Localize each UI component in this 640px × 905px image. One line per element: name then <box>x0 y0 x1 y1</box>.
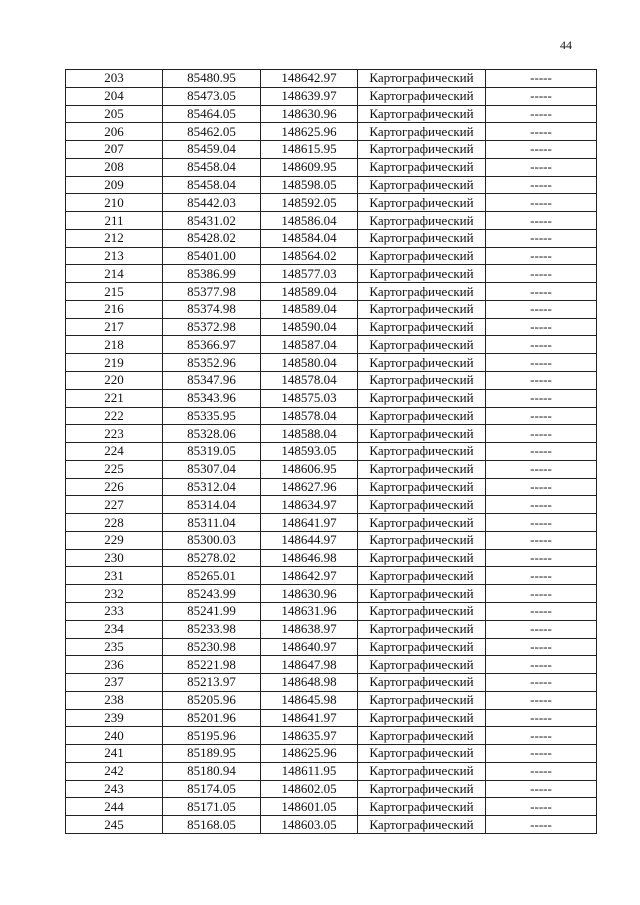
y-coordinate-cell: 148640.97 <box>261 638 358 656</box>
y-coordinate-cell: 148590.04 <box>261 318 358 336</box>
method-cell: Картографический <box>358 656 486 674</box>
method-cell: Картографический <box>358 300 486 318</box>
method-cell: Картографический <box>358 727 486 745</box>
x-coordinate-cell: 85473.05 <box>163 87 261 105</box>
point-number-cell: 241 <box>66 745 163 763</box>
table-row <box>66 87 597 105</box>
table-row <box>66 283 597 301</box>
method-cell: Картографический <box>358 105 486 123</box>
y-coordinate-cell: 148577.03 <box>261 265 358 283</box>
table-row <box>66 372 597 390</box>
method-cell: Картографический <box>358 798 486 816</box>
x-coordinate-cell: 85241.99 <box>163 602 261 620</box>
x-coordinate-cell: 85401.00 <box>163 247 261 265</box>
x-coordinate-cell: 85243.99 <box>163 585 261 603</box>
x-coordinate-cell: 85377.98 <box>163 283 261 301</box>
accuracy-cell: ----- <box>486 425 597 443</box>
point-number-cell: 211 <box>66 212 163 230</box>
x-coordinate-cell: 85428.02 <box>163 229 261 247</box>
method-cell: Картографический <box>358 762 486 780</box>
y-coordinate-cell: 148645.98 <box>261 691 358 709</box>
accuracy-cell: ----- <box>486 602 597 620</box>
table-row <box>66 638 597 656</box>
y-coordinate-cell: 148589.04 <box>261 283 358 301</box>
x-coordinate-cell: 85300.03 <box>163 531 261 549</box>
accuracy-cell: ----- <box>486 638 597 656</box>
accuracy-cell: ----- <box>486 318 597 336</box>
point-number-cell: 217 <box>66 318 163 336</box>
point-number-cell: 233 <box>66 602 163 620</box>
method-cell: Картографический <box>358 816 486 834</box>
accuracy-cell: ----- <box>486 780 597 798</box>
accuracy-cell: ----- <box>486 531 597 549</box>
accuracy-cell: ----- <box>486 460 597 478</box>
method-cell: Картографический <box>358 478 486 496</box>
accuracy-cell: ----- <box>486 745 597 763</box>
coordinates-table <box>65 69 597 834</box>
point-number-cell: 228 <box>66 514 163 532</box>
y-coordinate-cell: 148606.95 <box>261 460 358 478</box>
method-cell: Картографический <box>358 229 486 247</box>
method-cell: Картографический <box>358 318 486 336</box>
x-coordinate-cell: 85372.98 <box>163 318 261 336</box>
method-cell: Картографический <box>358 709 486 727</box>
y-coordinate-cell: 148584.04 <box>261 229 358 247</box>
accuracy-cell: ----- <box>486 194 597 212</box>
accuracy-cell: ----- <box>486 87 597 105</box>
accuracy-cell: ----- <box>486 407 597 425</box>
x-coordinate-cell: 85312.04 <box>163 478 261 496</box>
x-coordinate-cell: 85189.95 <box>163 745 261 763</box>
y-coordinate-cell: 148638.97 <box>261 620 358 638</box>
point-number-cell: 236 <box>66 656 163 674</box>
table-row <box>66 229 597 247</box>
point-number-cell: 243 <box>66 780 163 798</box>
point-number-cell: 239 <box>66 709 163 727</box>
y-coordinate-cell: 148644.97 <box>261 531 358 549</box>
method-cell: Картографический <box>358 496 486 514</box>
method-cell: Картографический <box>358 567 486 585</box>
table-row <box>66 585 597 603</box>
method-cell: Картографический <box>358 407 486 425</box>
method-cell: Картографический <box>358 247 486 265</box>
table-row <box>66 780 597 798</box>
method-cell: Картографический <box>358 283 486 301</box>
table-row <box>66 709 597 727</box>
table-row <box>66 141 597 159</box>
accuracy-cell: ----- <box>486 336 597 354</box>
accuracy-cell: ----- <box>486 691 597 709</box>
method-cell: Картографический <box>358 620 486 638</box>
y-coordinate-cell: 148578.04 <box>261 407 358 425</box>
accuracy-cell: ----- <box>486 674 597 692</box>
method-cell: Картографический <box>358 87 486 105</box>
point-number-cell: 244 <box>66 798 163 816</box>
table-row <box>66 70 597 88</box>
x-coordinate-cell: 85233.98 <box>163 620 261 638</box>
table-row <box>66 460 597 478</box>
x-coordinate-cell: 85462.05 <box>163 123 261 141</box>
y-coordinate-cell: 148586.04 <box>261 212 358 230</box>
x-coordinate-cell: 85221.98 <box>163 656 261 674</box>
y-coordinate-cell: 148642.97 <box>261 567 358 585</box>
y-coordinate-cell: 148641.97 <box>261 709 358 727</box>
method-cell: Картографический <box>358 354 486 372</box>
method-cell: Картографический <box>358 389 486 407</box>
method-cell: Картографический <box>358 212 486 230</box>
y-coordinate-cell: 148634.97 <box>261 496 358 514</box>
accuracy-cell: ----- <box>486 372 597 390</box>
accuracy-cell: ----- <box>486 123 597 141</box>
method-cell: Картографический <box>358 460 486 478</box>
point-number-cell: 214 <box>66 265 163 283</box>
x-coordinate-cell: 85201.96 <box>163 709 261 727</box>
x-coordinate-cell: 85459.04 <box>163 141 261 159</box>
accuracy-cell: ----- <box>486 762 597 780</box>
point-number-cell: 218 <box>66 336 163 354</box>
table-row <box>66 212 597 230</box>
table-row <box>66 478 597 496</box>
point-number-cell: 220 <box>66 372 163 390</box>
point-number-cell: 203 <box>66 70 163 88</box>
accuracy-cell: ----- <box>486 496 597 514</box>
point-number-cell: 216 <box>66 300 163 318</box>
accuracy-cell: ----- <box>486 105 597 123</box>
accuracy-cell: ----- <box>486 247 597 265</box>
method-cell: Картографический <box>358 336 486 354</box>
x-coordinate-cell: 85319.05 <box>163 443 261 461</box>
point-number-cell: 206 <box>66 123 163 141</box>
table-row <box>66 318 597 336</box>
method-cell: Картографический <box>358 265 486 283</box>
y-coordinate-cell: 148635.97 <box>261 727 358 745</box>
y-coordinate-cell: 148625.96 <box>261 745 358 763</box>
y-coordinate-cell: 148564.02 <box>261 247 358 265</box>
x-coordinate-cell: 85278.02 <box>163 549 261 567</box>
y-coordinate-cell: 148641.97 <box>261 514 358 532</box>
point-number-cell: 208 <box>66 158 163 176</box>
accuracy-cell: ----- <box>486 567 597 585</box>
point-number-cell: 235 <box>66 638 163 656</box>
point-number-cell: 207 <box>66 141 163 159</box>
table-row <box>66 389 597 407</box>
accuracy-cell: ----- <box>486 283 597 301</box>
accuracy-cell: ----- <box>486 656 597 674</box>
x-coordinate-cell: 85168.05 <box>163 816 261 834</box>
table-row <box>66 265 597 283</box>
table-row <box>66 496 597 514</box>
method-cell: Картографический <box>358 141 486 159</box>
coordinates-table-body <box>66 70 597 834</box>
accuracy-cell: ----- <box>486 585 597 603</box>
x-coordinate-cell: 85180.94 <box>163 762 261 780</box>
page-number: 44 <box>560 38 572 52</box>
accuracy-cell: ----- <box>486 709 597 727</box>
method-cell: Картографический <box>358 780 486 798</box>
point-number-cell: 221 <box>66 389 163 407</box>
y-coordinate-cell: 148615.95 <box>261 141 358 159</box>
point-number-cell: 227 <box>66 496 163 514</box>
point-number-cell: 234 <box>66 620 163 638</box>
accuracy-cell: ----- <box>486 389 597 407</box>
table-row <box>66 443 597 461</box>
method-cell: Картографический <box>358 691 486 709</box>
point-number-cell: 204 <box>66 87 163 105</box>
y-coordinate-cell: 148603.05 <box>261 816 358 834</box>
x-coordinate-cell: 85480.95 <box>163 70 261 88</box>
point-number-cell: 226 <box>66 478 163 496</box>
accuracy-cell: ----- <box>486 158 597 176</box>
method-cell: Картографический <box>358 158 486 176</box>
method-cell: Картографический <box>358 531 486 549</box>
y-coordinate-cell: 148642.97 <box>261 70 358 88</box>
point-number-cell: 238 <box>66 691 163 709</box>
accuracy-cell: ----- <box>486 798 597 816</box>
point-number-cell: 223 <box>66 425 163 443</box>
table-row <box>66 567 597 585</box>
y-coordinate-cell: 148589.04 <box>261 300 358 318</box>
x-coordinate-cell: 85431.02 <box>163 212 261 230</box>
x-coordinate-cell: 85458.04 <box>163 176 261 194</box>
table-row <box>66 620 597 638</box>
table-row <box>66 602 597 620</box>
table-row <box>66 531 597 549</box>
table-row <box>66 762 597 780</box>
accuracy-cell: ----- <box>486 620 597 638</box>
y-coordinate-cell: 148647.98 <box>261 656 358 674</box>
table-row <box>66 176 597 194</box>
x-coordinate-cell: 85213.97 <box>163 674 261 692</box>
table-row <box>66 656 597 674</box>
table-row <box>66 549 597 567</box>
point-number-cell: 210 <box>66 194 163 212</box>
table-row <box>66 158 597 176</box>
y-coordinate-cell: 148592.05 <box>261 194 358 212</box>
x-coordinate-cell: 85347.96 <box>163 372 261 390</box>
x-coordinate-cell: 85171.05 <box>163 798 261 816</box>
accuracy-cell: ----- <box>486 549 597 567</box>
y-coordinate-cell: 148601.05 <box>261 798 358 816</box>
x-coordinate-cell: 85464.05 <box>163 105 261 123</box>
table-row <box>66 354 597 372</box>
method-cell: Картографический <box>358 745 486 763</box>
y-coordinate-cell: 148611.95 <box>261 762 358 780</box>
y-coordinate-cell: 148630.96 <box>261 105 358 123</box>
x-coordinate-cell: 85314.04 <box>163 496 261 514</box>
point-number-cell: 229 <box>66 531 163 549</box>
x-coordinate-cell: 85343.96 <box>163 389 261 407</box>
table-row <box>66 674 597 692</box>
method-cell: Картографический <box>358 123 486 141</box>
y-coordinate-cell: 148648.98 <box>261 674 358 692</box>
y-coordinate-cell: 148587.04 <box>261 336 358 354</box>
method-cell: Картографический <box>358 638 486 656</box>
table-row <box>66 336 597 354</box>
table-row <box>66 514 597 532</box>
x-coordinate-cell: 85311.04 <box>163 514 261 532</box>
x-coordinate-cell: 85265.01 <box>163 567 261 585</box>
y-coordinate-cell: 148630.96 <box>261 585 358 603</box>
table-row <box>66 798 597 816</box>
y-coordinate-cell: 148575.03 <box>261 389 358 407</box>
point-number-cell: 237 <box>66 674 163 692</box>
table-row <box>66 691 597 709</box>
method-cell: Картографический <box>358 70 486 88</box>
point-number-cell: 242 <box>66 762 163 780</box>
accuracy-cell: ----- <box>486 265 597 283</box>
method-cell: Картографический <box>358 194 486 212</box>
method-cell: Картографический <box>358 372 486 390</box>
point-number-cell: 224 <box>66 443 163 461</box>
accuracy-cell: ----- <box>486 141 597 159</box>
y-coordinate-cell: 148588.04 <box>261 425 358 443</box>
x-coordinate-cell: 85230.98 <box>163 638 261 656</box>
x-coordinate-cell: 85307.04 <box>163 460 261 478</box>
method-cell: Картографический <box>358 514 486 532</box>
y-coordinate-cell: 148580.04 <box>261 354 358 372</box>
table-row <box>66 816 597 834</box>
method-cell: Картографический <box>358 549 486 567</box>
table-row <box>66 247 597 265</box>
accuracy-cell: ----- <box>486 354 597 372</box>
y-coordinate-cell: 148602.05 <box>261 780 358 798</box>
table-row <box>66 407 597 425</box>
point-number-cell: 215 <box>66 283 163 301</box>
point-number-cell: 205 <box>66 105 163 123</box>
method-cell: Картографический <box>358 425 486 443</box>
y-coordinate-cell: 148646.98 <box>261 549 358 567</box>
table-row <box>66 123 597 141</box>
accuracy-cell: ----- <box>486 816 597 834</box>
point-number-cell: 209 <box>66 176 163 194</box>
point-number-cell: 231 <box>66 567 163 585</box>
y-coordinate-cell: 148627.96 <box>261 478 358 496</box>
x-coordinate-cell: 85442.03 <box>163 194 261 212</box>
accuracy-cell: ----- <box>486 176 597 194</box>
method-cell: Картографический <box>358 443 486 461</box>
accuracy-cell: ----- <box>486 727 597 745</box>
point-number-cell: 213 <box>66 247 163 265</box>
x-coordinate-cell: 85374.98 <box>163 300 261 318</box>
y-coordinate-cell: 148631.96 <box>261 602 358 620</box>
y-coordinate-cell: 148578.04 <box>261 372 358 390</box>
accuracy-cell: ----- <box>486 212 597 230</box>
table-row <box>66 745 597 763</box>
table-row <box>66 300 597 318</box>
accuracy-cell: ----- <box>486 514 597 532</box>
point-number-cell: 219 <box>66 354 163 372</box>
accuracy-cell: ----- <box>486 300 597 318</box>
accuracy-cell: ----- <box>486 478 597 496</box>
x-coordinate-cell: 85366.97 <box>163 336 261 354</box>
y-coordinate-cell: 148625.96 <box>261 123 358 141</box>
x-coordinate-cell: 85205.96 <box>163 691 261 709</box>
method-cell: Картографический <box>358 674 486 692</box>
point-number-cell: 245 <box>66 816 163 834</box>
x-coordinate-cell: 85352.96 <box>163 354 261 372</box>
accuracy-cell: ----- <box>486 70 597 88</box>
point-number-cell: 230 <box>66 549 163 567</box>
x-coordinate-cell: 85195.96 <box>163 727 261 745</box>
y-coordinate-cell: 148609.95 <box>261 158 358 176</box>
x-coordinate-cell: 85458.04 <box>163 158 261 176</box>
x-coordinate-cell: 85386.99 <box>163 265 261 283</box>
point-number-cell: 212 <box>66 229 163 247</box>
table-row <box>66 425 597 443</box>
point-number-cell: 222 <box>66 407 163 425</box>
point-number-cell: 240 <box>66 727 163 745</box>
point-number-cell: 225 <box>66 460 163 478</box>
y-coordinate-cell: 148598.05 <box>261 176 358 194</box>
table-row <box>66 105 597 123</box>
accuracy-cell: ----- <box>486 229 597 247</box>
method-cell: Картографический <box>358 602 486 620</box>
accuracy-cell: ----- <box>486 443 597 461</box>
table-row <box>66 194 597 212</box>
y-coordinate-cell: 148593.05 <box>261 443 358 461</box>
method-cell: Картографический <box>358 585 486 603</box>
point-number-cell: 232 <box>66 585 163 603</box>
x-coordinate-cell: 85174.05 <box>163 780 261 798</box>
y-coordinate-cell: 148639.97 <box>261 87 358 105</box>
method-cell: Картографический <box>358 176 486 194</box>
table-row <box>66 727 597 745</box>
x-coordinate-cell: 85328.06 <box>163 425 261 443</box>
x-coordinate-cell: 85335.95 <box>163 407 261 425</box>
